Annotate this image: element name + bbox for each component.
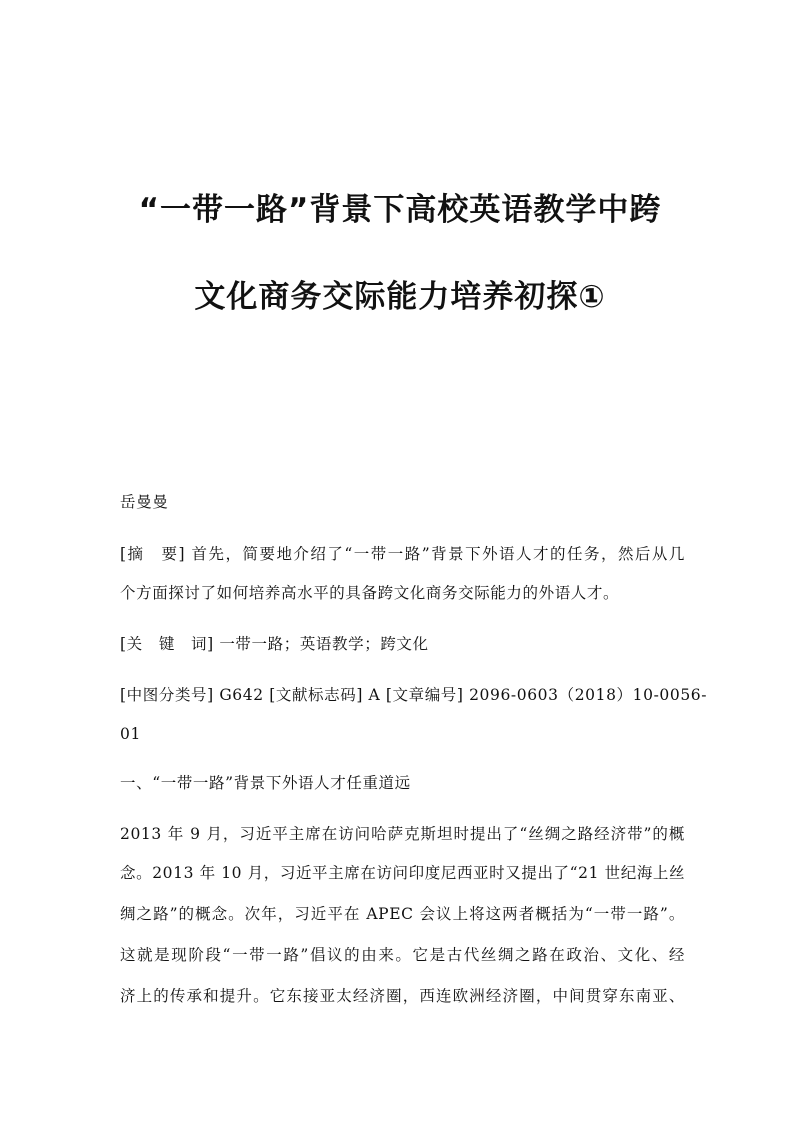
paper-title-line-1: “一带一路”背景下高校英语教学中跨 bbox=[138, 192, 662, 228]
body-line-1: 2013 年 9 月，习近平主席在访问哈萨克斯坦时提出了“丝绸之路经济带”的概 bbox=[120, 825, 685, 843]
paper-title-line-2: 文化商务交际能力培养初探① bbox=[194, 279, 606, 315]
body-line-4: 这就是现阶段“一带一路”倡议的由来。它是古代丝绸之路在政治、文化、经 bbox=[120, 946, 685, 964]
classification-line-1: [中图分类号] G642 [文献标志码] A [文章编号] 2096-0603（2018）10-0056- bbox=[120, 686, 708, 704]
keywords-line: [关 键 词] 一带一路；英语教学；跨文化 bbox=[120, 635, 429, 653]
section-heading: 一、“一带一路”背景下外语人才任重道远 bbox=[120, 774, 411, 792]
body-line-5: 济上的传承和提升。它东接亚太经济圈，西连欧洲经济圈，中间贯穿东南亚、 bbox=[120, 987, 685, 1005]
classification-line-2: 01 bbox=[120, 725, 141, 743]
author-name: 岳曼曼 bbox=[120, 493, 169, 511]
body-line-2: 念。2013 年 10 月，习近平主席在访问印度尼西亚时又提出了“21 世纪海上丝 bbox=[120, 864, 686, 882]
abstract-line-2: 个方面探讨了如何培养高水平的具备跨文化商务交际能力的外语人才。 bbox=[120, 584, 620, 602]
body-line-3: 绸之路”的概念。次年，习近平在 APEC 会议上将这两者概括为“一带一路”。 bbox=[120, 905, 685, 923]
abstract-line-1: [摘 要] 首先，简要地介绍了“一带一路”背景下外语人才的任务，然后从几 bbox=[120, 545, 685, 563]
